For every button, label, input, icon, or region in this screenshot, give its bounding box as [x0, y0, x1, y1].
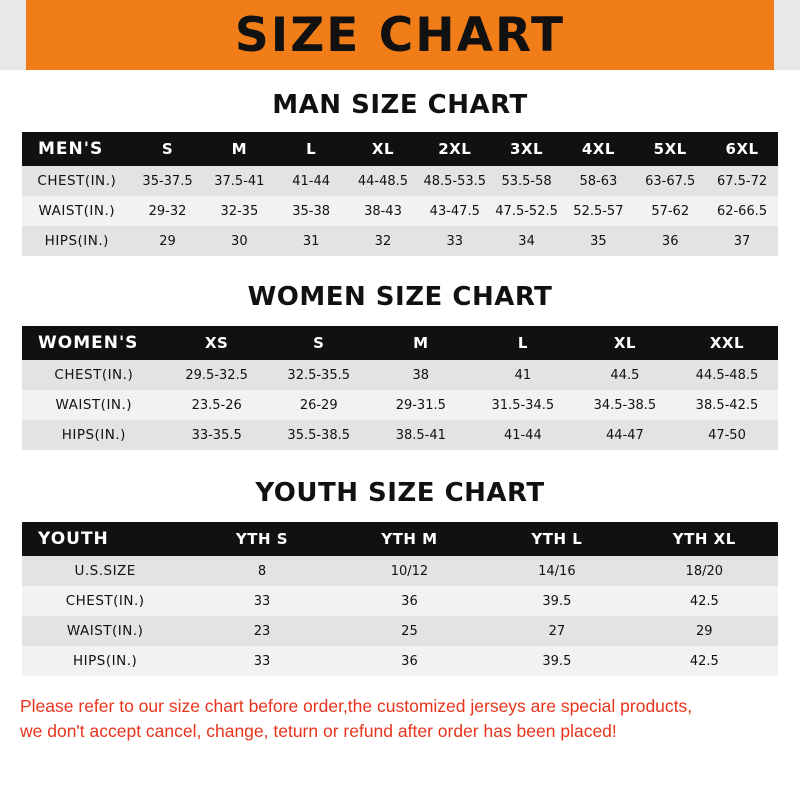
youth-cell-2-2: 27	[548, 623, 566, 639]
women-cell-0-3: 41	[514, 367, 532, 383]
men-cell-2-2: 31	[302, 233, 320, 249]
men-cell-2-8: 37	[733, 233, 751, 249]
men-cell-0-1: 37.5-41	[214, 173, 265, 189]
men-row-2-label: HIPS(IN.)	[44, 233, 109, 249]
youth-cell-0-3: 18/20	[685, 563, 724, 579]
women-cell-1-3: 31.5-34.5	[491, 397, 555, 413]
order-notice-line-1: Please refer to our size chart before order,the customized jerseys are special products,	[20, 696, 693, 716]
men-cell-1-1: 32-35	[220, 203, 259, 219]
women-header-cell-6: XXL	[709, 334, 745, 352]
women-header-cell-2: S	[313, 334, 325, 352]
table-row	[22, 166, 778, 196]
women-cell-2-5: 47-50	[708, 427, 746, 443]
men-cell-0-4: 48.5-53.5	[423, 173, 487, 189]
youth-header-cell-4: YTH XL	[672, 530, 736, 548]
youth-header-cell-3: YTH L	[531, 530, 583, 548]
men-cell-2-4: 33	[446, 233, 464, 249]
men-cell-2-0: 29	[159, 233, 176, 249]
men-cell-1-6: 52.5-57	[573, 203, 624, 219]
youth-cell-0-1: 10/12	[390, 563, 429, 579]
men-cell-0-8: 67.5-72	[716, 173, 768, 189]
youth-row-0-label: U.S.SIZE	[74, 563, 136, 579]
men-cell-2-7: 36	[661, 233, 679, 249]
men-cell-0-7: 63-67.5	[645, 173, 696, 189]
women-cell-2-0: 33-35.5	[191, 427, 242, 443]
youth-header-cell-0: YOUTH	[38, 529, 109, 549]
order-notice-line-2: we don't accept cancel, change, teturn or refund after order has been placed!	[20, 721, 617, 742]
youth-cell-2-1: 25	[401, 623, 418, 639]
youth-cell-1-3: 42.5	[689, 593, 719, 609]
youth-size-table	[22, 522, 778, 676]
women-header-cell-4: L	[517, 334, 528, 352]
men-cell-2-6: 35	[590, 233, 607, 249]
youth-cell-1-1: 36	[401, 593, 418, 609]
men-cell-1-8: 62-66.5	[716, 203, 768, 219]
men-header-cell-9: 6XL	[725, 140, 759, 158]
women-cell-1-4: 34.5-38.5	[593, 397, 657, 413]
youth-cell-2-3: 29	[696, 623, 713, 639]
women-cell-2-2: 38.5-41	[395, 427, 446, 443]
youth-cell-0-2: 14/16	[538, 563, 576, 579]
women-cell-0-0: 29.5-32.5	[185, 367, 248, 383]
women-cell-1-1: 26-29	[299, 397, 338, 413]
men-cell-1-2: 35-38	[292, 203, 331, 219]
women-cell-1-5: 38.5-42.5	[695, 397, 759, 413]
women-row-1-label: WAIST(IN.)	[55, 397, 133, 413]
youth-cell-3-2: 39.5	[542, 653, 572, 669]
men-section-title: MAN SIZE CHART	[272, 90, 528, 120]
women-cell-0-5: 44.5-48.5	[695, 367, 759, 383]
women-cell-0-1: 32.5-35.5	[287, 367, 351, 383]
youth-section-title: YOUTH SIZE CHART	[255, 478, 545, 508]
youth-cell-1-2: 39.5	[542, 593, 572, 609]
women-header-cell-3: M	[413, 334, 429, 352]
men-cell-0-2: 41-44	[292, 173, 331, 189]
table-row	[22, 646, 778, 676]
women-cell-2-4: 44-47	[606, 427, 644, 443]
youth-cell-2-0: 23	[253, 623, 271, 639]
page-header-bar	[0, 0, 800, 70]
men-header-cell-1: S	[161, 140, 174, 158]
men-cell-0-0: 35-37.5	[142, 173, 193, 189]
page-title: SIZE CHART	[234, 7, 566, 63]
men-cell-2-5: 34	[518, 233, 535, 249]
table-header-row	[22, 522, 778, 556]
men-cell-0-6: 58-63	[579, 173, 618, 189]
women-cell-0-4: 44.5	[610, 367, 640, 383]
table-header-row	[22, 132, 778, 166]
youth-cell-0-0: 8	[257, 563, 267, 579]
men-cell-1-0: 29-32	[148, 203, 187, 219]
youth-cell-3-0: 33	[253, 653, 271, 669]
men-header-cell-2: M	[231, 140, 248, 158]
men-header-cell-3: L	[306, 140, 317, 158]
women-cell-2-3: 41-44	[503, 427, 542, 443]
women-cell-1-2: 29-31.5	[395, 397, 446, 413]
table-header-row	[22, 326, 778, 360]
men-header-cell-7: 4XL	[581, 140, 615, 158]
youth-row-3-label: HIPS(IN.)	[73, 653, 138, 669]
women-cell-0-2: 38	[412, 367, 430, 383]
table-row	[22, 616, 778, 646]
men-header-cell-4: XL	[371, 140, 395, 158]
men-header-cell-5: 2XL	[438, 140, 472, 158]
men-header-cell-0: MEN'S	[38, 139, 104, 159]
table-row	[22, 420, 778, 450]
men-size-table	[22, 132, 778, 256]
youth-cell-3-1: 36	[401, 653, 418, 669]
men-cell-0-5: 53.5-58	[501, 173, 552, 189]
men-cell-1-4: 43-47.5	[429, 203, 480, 219]
table-row	[22, 586, 778, 616]
women-cell-2-1: 35.5-38.5	[287, 427, 351, 443]
men-header-cell-6: 3XL	[510, 140, 544, 158]
youth-cell-1-0: 33	[253, 593, 271, 609]
page-content	[0, 90, 800, 676]
table-row	[22, 196, 778, 226]
youth-header-cell-2: YTH M	[381, 530, 438, 548]
men-cell-1-7: 57-62	[651, 203, 690, 219]
women-size-table	[22, 326, 778, 450]
women-header-cell-5: XL	[613, 334, 636, 352]
table-row	[22, 556, 778, 586]
women-header-cell-0: WOMEN'S	[38, 333, 139, 353]
women-section-title: WOMEN SIZE CHART	[247, 282, 553, 312]
men-cell-2-1: 30	[231, 233, 248, 249]
men-cell-1-5: 47.5-52.5	[495, 203, 558, 219]
men-cell-1-3: 38-43	[364, 203, 402, 219]
youth-row-1-label: CHEST(IN.)	[65, 593, 145, 609]
women-header-cell-1: XS	[204, 334, 229, 352]
youth-row-2-label: WAIST(IN.)	[66, 623, 144, 639]
women-cell-1-0: 23.5-26	[191, 397, 242, 413]
men-row-1-label: WAIST(IN.)	[38, 203, 116, 219]
women-row-0-label: CHEST(IN.)	[54, 367, 134, 383]
table-row	[22, 360, 778, 390]
men-cell-0-3: 44-48.5	[357, 173, 409, 189]
order-notice	[20, 694, 780, 745]
table-row	[22, 390, 778, 420]
men-cell-2-3: 32	[374, 233, 392, 249]
men-header-cell-8: 5XL	[653, 140, 687, 158]
youth-header-cell-1: YTH S	[235, 530, 289, 548]
women-row-2-label: HIPS(IN.)	[61, 427, 126, 443]
men-row-0-label: CHEST(IN.)	[37, 173, 117, 189]
youth-cell-3-3: 42.5	[689, 653, 719, 669]
table-row	[22, 226, 778, 256]
